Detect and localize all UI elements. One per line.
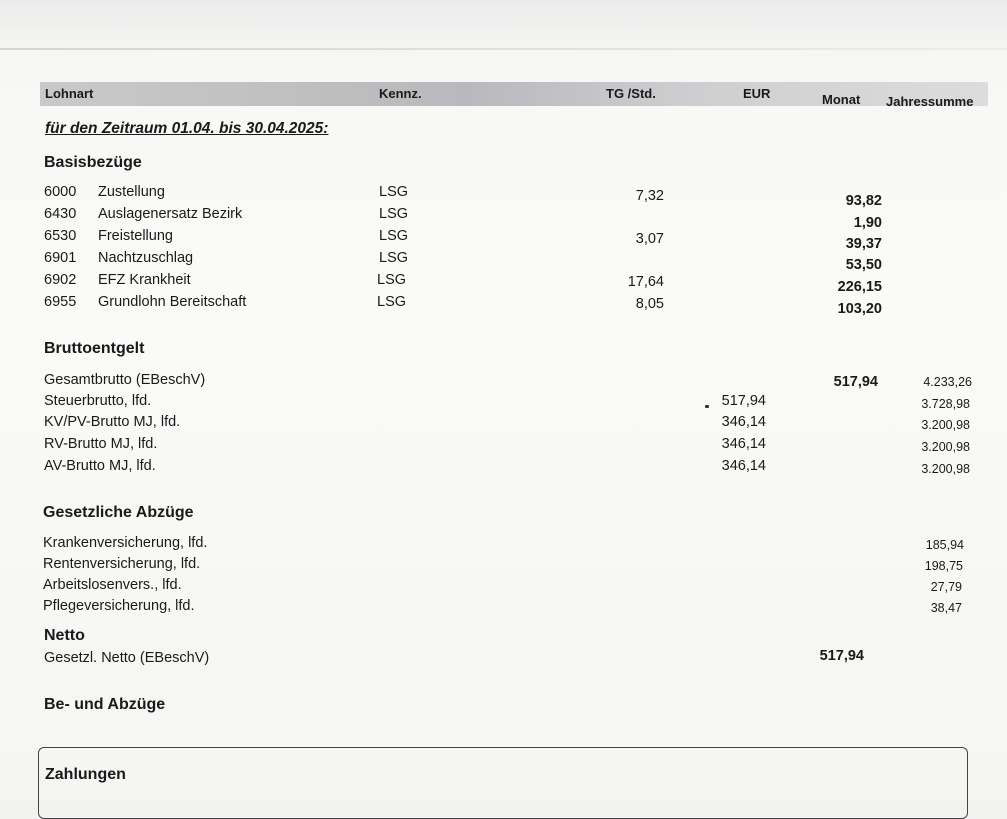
row-label: Rentenversicherung, lfd. — [43, 556, 201, 572]
col-header-jahressumme: Jahressumme — [886, 94, 974, 109]
row-eur: 346,14 — [721, 414, 766, 430]
period-heading: für den Zeitraum 01.04. bis 30.04.2025: — [45, 120, 329, 137]
row-monat: 103,20 — [837, 301, 882, 317]
row-kennz: LSG — [377, 294, 407, 310]
row-code: 6955 — [44, 294, 77, 310]
col-header-lohnart: Lohnart — [45, 86, 94, 101]
row-label: Pflegeversicherung, lfd. — [43, 598, 195, 614]
row-monat: 226,15 — [837, 279, 882, 295]
row-jahr: 185,94 — [925, 538, 964, 552]
row-tg: 8,05 — [635, 296, 664, 312]
row-label: AV-Brutto MJ, lfd. — [44, 458, 156, 474]
col-header-monat: Monat — [822, 92, 861, 107]
row-label: Nachtzuschlag — [98, 250, 194, 266]
row-monat: 53,50 — [845, 257, 882, 273]
row-label: EFZ Krankheit — [98, 272, 191, 288]
row-monat: 39,37 — [845, 236, 882, 252]
row-label: Grundlohn Bereitschaft — [98, 294, 247, 310]
section-netto: Netto — [44, 627, 85, 644]
row-tg: 3,07 — [635, 231, 664, 247]
row-label: KV/PV-Brutto MJ, lfd. — [44, 414, 181, 430]
row-code: 6530 — [44, 228, 77, 244]
row-tg: 17,64 — [627, 274, 664, 290]
row-label: Zustellung — [98, 184, 165, 200]
paper-edge — [0, 48, 1007, 50]
row-label: Freistellung — [98, 228, 173, 244]
row-label: Gesamtbrutto (EBeschV) — [44, 372, 206, 388]
section-zahlungen: Zahlungen — [45, 766, 126, 783]
row-jahr: 198,75 — [924, 559, 963, 573]
section-gesetzliche-abzuege: Gesetzliche Abzüge — [43, 504, 194, 521]
ink-mark — [705, 405, 709, 408]
row-eur: 517,94 — [721, 393, 766, 409]
row-kennz: LSG — [379, 250, 409, 266]
netto-monat: 517,94 — [819, 648, 864, 664]
row-monat: 517,94 — [833, 374, 878, 390]
row-jahr: 3.728,98 — [921, 397, 970, 411]
row-eur: 346,14 — [721, 458, 766, 474]
row-jahr: 38,47 — [930, 601, 962, 615]
row-code: 6902 — [44, 272, 77, 288]
row-jahr: 3.200,98 — [921, 462, 970, 476]
row-code: 6430 — [44, 206, 77, 222]
row-jahr: 3.200,98 — [921, 418, 970, 432]
section-basisbezuege: Basisbezüge — [44, 154, 142, 171]
row-jahr: 27,79 — [930, 580, 962, 594]
row-kennz: LSG — [377, 272, 407, 288]
row-label: Steuerbrutto, lfd. — [44, 393, 152, 409]
row-label: Arbeitslosenvers., lfd. — [43, 577, 182, 593]
row-label: RV-Brutto MJ, lfd. — [44, 436, 158, 452]
col-header-tg-std: TG /Std. — [606, 86, 656, 101]
row-kennz: LSG — [379, 228, 409, 244]
row-kennz: LSG — [379, 206, 409, 222]
row-monat: 93,82 — [845, 193, 882, 209]
col-header-eur: EUR — [743, 86, 771, 101]
netto-label: Gesetzl. Netto (EBeschV) — [44, 650, 210, 666]
row-label: Auslagenersatz Bezirk — [98, 206, 243, 222]
row-code: 6901 — [44, 250, 77, 266]
row-eur: 346,14 — [721, 436, 766, 452]
zahlungen-box — [38, 747, 968, 819]
row-kennz: LSG — [379, 184, 409, 200]
col-header-kennz: Kennz. — [379, 86, 422, 101]
row-monat: 1,90 — [853, 215, 882, 231]
row-jahr: 3.200,98 — [921, 440, 970, 454]
row-jahr: 4.233,26 — [923, 375, 972, 389]
section-be-und-abzuege: Be- und Abzüge — [44, 696, 166, 713]
section-bruttoentgelt: Bruttoentgelt — [44, 340, 145, 357]
row-label: Krankenversicherung, lfd. — [43, 535, 208, 551]
row-code: 6000 — [44, 184, 77, 200]
row-tg: 7,32 — [635, 188, 664, 204]
